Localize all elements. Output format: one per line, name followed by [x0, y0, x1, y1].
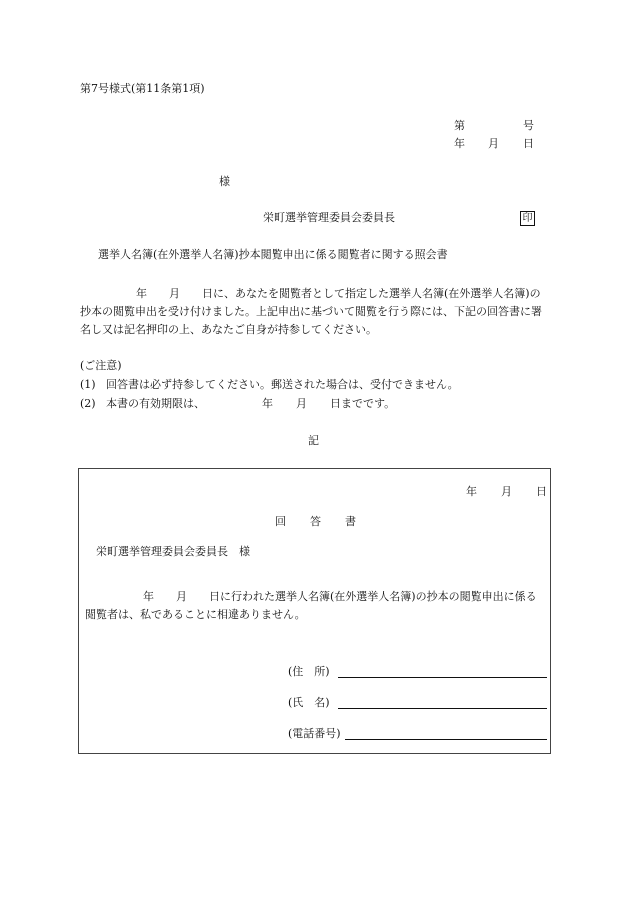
name-line[interactable] [338, 708, 547, 709]
seal-mark: 印 [520, 211, 535, 226]
note-2-month: 月 [296, 397, 307, 410]
body-text: 日に、あなたを閲覧者として指定した選挙人名簿(在外選挙人名簿)の抄本の閲覧申出を受け付けました。上記申出に基づいて閲覧を行う際には、下記の回答書に署名し又は記名押印の上、あなたご自身が持参してください。 [80, 287, 542, 336]
ki-label: 記 [308, 434, 319, 447]
body-year: 年 [136, 287, 147, 300]
phone-label: (電話番号) [288, 727, 341, 740]
issuer: 栄町選挙管理委員会委員長 [263, 211, 395, 224]
reply-statement-text: 日に行われた選挙人名簿(在外選挙人名簿)の抄本の閲覧申出に係る閲覧者は、私であることに相違ありません。 [85, 590, 537, 621]
doc-number-dai: 第 [454, 119, 465, 132]
note-2-number: (2) [80, 397, 96, 410]
phone-line[interactable] [345, 739, 547, 740]
reply-date-month: 月 [501, 485, 512, 498]
addressee-suffix: 様 [219, 175, 230, 188]
reply-title-char-3: 書 [345, 515, 356, 528]
note-2-prefix: 本書の有効期限は、 [106, 397, 205, 410]
notes-heading: (ご注意) [80, 359, 122, 372]
reply-addressee: 栄町選挙管理委員会委員長 様 [96, 545, 250, 558]
note-2-suffix: 日までです。 [330, 397, 396, 410]
note-2-year: 年 [262, 397, 273, 410]
address-line[interactable] [338, 677, 547, 678]
date-day: 日 [523, 137, 534, 150]
note-1-number: (1) [80, 378, 96, 391]
reply-title-char-2: 答 [310, 515, 321, 528]
reply-statement [85, 588, 547, 624]
reply-title-char-1: 回 [275, 515, 286, 528]
reply-date-year: 年 [466, 485, 477, 498]
document-title: 選挙人名簿(在外選挙人名簿)抄本閲覧申出に係る閲覧者に関する照会書 [98, 248, 448, 261]
body-month: 月 [169, 287, 180, 300]
reply-statement-month: 月 [176, 590, 187, 603]
date-year: 年 [454, 137, 465, 150]
reply-statement-year: 年 [143, 590, 154, 603]
date-month: 月 [488, 137, 499, 150]
doc-number-go: 号 [523, 119, 534, 132]
address-label: (住 所) [288, 665, 330, 678]
note-1: 回答書は必ず持参してください。郵送された場合は、受付できません。 [106, 378, 459, 391]
body-paragraph [80, 285, 550, 339]
reply-date-day: 日 [536, 485, 547, 498]
form-number: 第7号様式(第11条第1項) [80, 82, 205, 95]
name-label: (氏 名) [288, 696, 330, 709]
